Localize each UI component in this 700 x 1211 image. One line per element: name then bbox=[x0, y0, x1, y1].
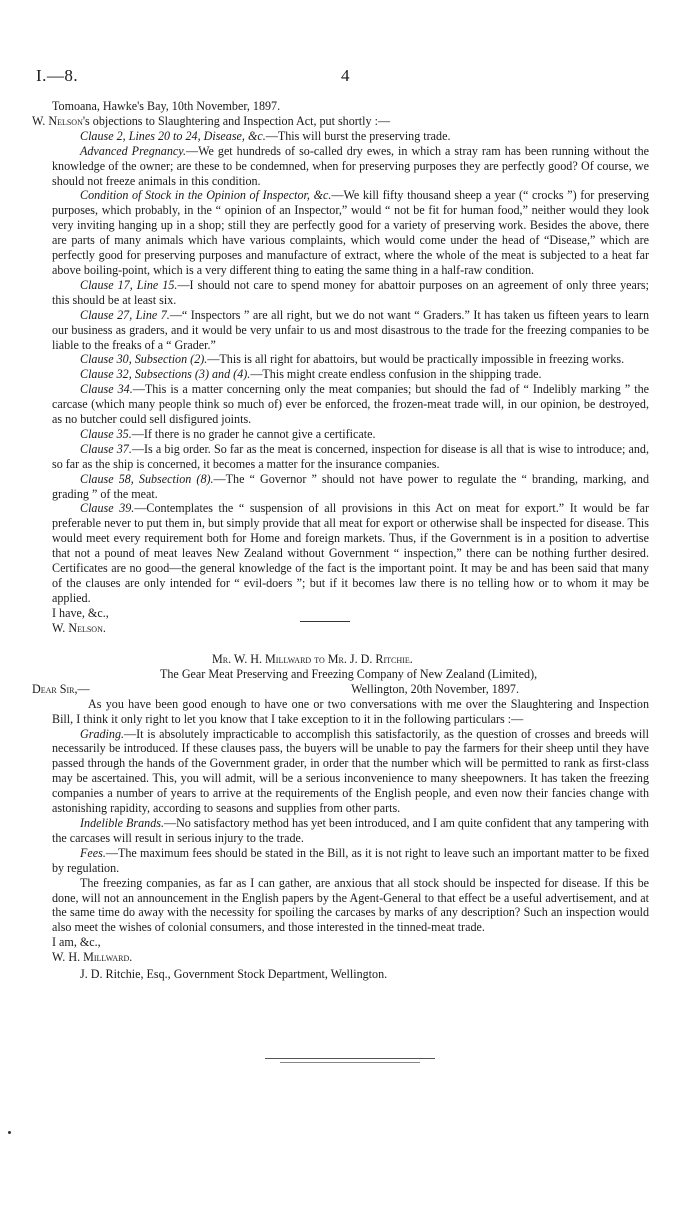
paragraph-text: —No satisfactory method has yet been introduced, and I am quite confident that any tampering with the carcases will result in serious injury to the trade. bbox=[52, 815, 649, 845]
paragraph-heading: Clause 37. bbox=[80, 441, 132, 456]
page-number: 4 bbox=[341, 66, 350, 85]
recipient-address: J. D. Ritchie, Esq., Government Stock Department, Wellington. bbox=[80, 967, 388, 982]
paragraph-heading: Fees. bbox=[80, 845, 106, 860]
end-rule bbox=[265, 1058, 435, 1059]
paragraph-text: —This might create endless confusion in the shipping trade. bbox=[250, 367, 542, 382]
paragraph-text: —The “ Governor ” should not have power to regulate the “ branding, marking, and grading ” of the meat. bbox=[52, 471, 649, 501]
paragraph bbox=[52, 367, 649, 382]
paragraph bbox=[52, 727, 649, 816]
millward-letter bbox=[32, 652, 649, 982]
paragraph-heading: Clause 17, Line 15. bbox=[80, 277, 178, 292]
millward-final: The freezing companies, as far as I can gather, are anxious that all stock should be inspected for disease. If this be done, will not an announcement in the English papers by the Agent-General to that effect be a useful advertisement, and at the same time do away with the necessity for spoiling the carcases by marks of any description? Such an inspection would also meet the wishes of colonial consumers, and those interested in the tinned-meat trade. bbox=[52, 875, 649, 935]
nelson-signature: W. Nelson. bbox=[52, 620, 106, 635]
paragraph bbox=[52, 472, 649, 502]
millward-closing: I am, &c., bbox=[52, 935, 101, 950]
paragraph-heading: Grading. bbox=[80, 726, 125, 741]
millward-opening: As you have been good enough to have one or two conversations with me over the Slaughtering and Inspection Bill, I think it only right to let you know that I take exception to it in the following particulars :— bbox=[52, 696, 649, 726]
paragraph bbox=[52, 442, 649, 472]
nelson-dateline: Tomoana, Hawke's Bay, 10th November, 1897. bbox=[52, 99, 281, 113]
paragraph-heading: Clause 39. bbox=[80, 501, 135, 516]
paragraph-text: —We kill fifty thousand sheep a year (“ crocks ”) for preserving purposes, which probably, in the “ opinion of an Inspector,” would “ not be fit for human food,” neither would they look very inviting hanging up in a shop; still they are perfectly good for a variety of preserving work. Besides the above, there are parts of many animals which have various complaints, which would come under the head of “Disease,” which are perfectly good for preserving purposes and manufacture of extract, where the whole of the meat is subjected to a heat far above boiling-point, which is a very different thing to eating the same thing in a half-raw condition. bbox=[52, 188, 649, 277]
paragraph-heading: Advanced Pregnancy. bbox=[80, 143, 186, 158]
paragraph bbox=[52, 816, 649, 846]
millward-signature: W. H. Millward. bbox=[52, 950, 133, 965]
millward-paragraphs bbox=[52, 727, 649, 876]
end-rule-inner bbox=[280, 1062, 420, 1063]
paragraph bbox=[52, 278, 649, 308]
millward-dateline: Wellington, 20th November, 1897. bbox=[351, 681, 519, 696]
paragraph-text: —The maximum fees should be stated in the Bill, as it is not right to leave such an important matter to be fixed by regulation. bbox=[52, 845, 649, 875]
page-speck bbox=[8, 1131, 11, 1134]
paragraph-text: —This will burst the preserving trade. bbox=[265, 128, 451, 143]
paragraph-text: —This is all right for abattoirs, but would be practically impossible in freezing works. bbox=[207, 352, 625, 367]
nelson-closing: I have, &c., bbox=[52, 605, 109, 620]
paragraph bbox=[52, 144, 649, 189]
paragraph-text: —Contemplates the “ suspension of all provisions in this Act on meat for export.” It would be far preferable never to put them in, but simply provide that all meat for export or otherwise shall be inspected for disease. This would meet every requirement both for Home and foreign markets. Thus, if the Government is in a position to advertise that not a pound of meat leaves New Zealand without Government “ inspection,” there can be nothing further desired. Certificates are no good—the general knowledge of the fact is the important point. It may be and has been said that many of the clauses are only intended for “ evil-doers ”; but if it becomes law there is no telling how or to whom it may be applied. bbox=[52, 501, 649, 605]
paragraph-heading: Clause 30, Subsection (2). bbox=[80, 352, 208, 367]
nelson-paragraphs bbox=[52, 129, 649, 606]
salutation: Dear Sir,— bbox=[32, 681, 90, 696]
document-code: I.—8. bbox=[36, 66, 79, 85]
paragraph-text: —It is absolutely impracticable to accomplish this satisfactorily, as the question of crosses and breeds will necessarily be introduced. If these clauses pass, the buyers will be unable to pay the farmers for their sheep until they have passed through the hands of the Government grader, in order that the number which will be permitted to rank as first-class may be ascertained. This, you will admit, will be a serious inconvenience to many sheepowners. It has taken the freezing companies a number of years to arrive at the requirements of the English people, and even now their fancies change with astonishing rapidity, according to seasons and supplies from other parts. bbox=[52, 726, 649, 816]
salutation-row bbox=[32, 682, 649, 697]
paragraph bbox=[52, 308, 649, 353]
millward-heading: Mr. W. H. Millward to Mr. J. D. Ritchie. bbox=[212, 652, 413, 666]
paragraph-heading: Clause 2, Lines 20 to 24, Disease, &c. bbox=[80, 128, 266, 143]
paragraph-text: —Is a big order. So far as the meat is concerned, inspection for disease is all that is wise to introduce; and, so far as the ship is concerned, it becomes a matter for the insurance companies. bbox=[52, 441, 649, 471]
paragraph bbox=[52, 501, 649, 605]
paragraph-heading: Indelible Brands. bbox=[80, 815, 164, 830]
millward-company: The Gear Meat Preserving and Freezing Company of New Zealand (Limited), bbox=[160, 666, 538, 681]
paragraph-text: —This is a matter concerning only the meat companies; but should the fad of “ Indelibly marking ” the carcase (which many people think so much of) ever be enforced, the frozen-meat trade will, in our opinion, be destroyed, as no butcher could sell disfigured joints. bbox=[52, 382, 649, 427]
paragraph bbox=[52, 427, 649, 442]
paragraph bbox=[52, 382, 649, 427]
paragraph bbox=[52, 188, 649, 277]
nelson-intro: W. Nelson's objections to Slaughtering and Inspection Act, put shortly :— bbox=[32, 113, 391, 128]
paragraph-heading: Clause 32, Subsections (3) and (4). bbox=[80, 367, 251, 382]
nelson-letter bbox=[32, 99, 649, 636]
paragraph-heading: Clause 58, Subsection (8). bbox=[80, 471, 214, 486]
paragraph-text: —“ Inspectors ” are all right, but we do not want “ Graders.” It has taken us fifteen years to learn our business as graders, and it would be very unfair to us and most disastrous to the trade for the freezing companies to be liable to the freaks of a “ Grader.” bbox=[52, 307, 649, 352]
paragraph-heading: Clause 35. bbox=[80, 426, 132, 441]
paragraph-text: —I should not care to spend money for abattoir purposes on an agreement of only three years; this should be at least six. bbox=[52, 277, 649, 307]
paragraph bbox=[52, 846, 649, 876]
paragraph-text: —We get hundreds of so-called dry ewes, in which a stray ram has been running without the knowledge of the owner; are these to be condemned, when for preserving purposes they are perfectly good? Of course, we should not freeze animals in this condition. bbox=[52, 143, 649, 188]
separator-rule bbox=[300, 621, 350, 622]
paragraph bbox=[52, 129, 649, 144]
paragraph-heading: Clause 27, Line 7. bbox=[80, 307, 170, 322]
paragraph-text: —If there is no grader he cannot give a certificate. bbox=[131, 426, 376, 441]
paragraph-heading: Condition of Stock in the Opinion of Inspector, &c. bbox=[80, 188, 332, 203]
paragraph bbox=[52, 352, 649, 367]
paragraph-heading: Clause 34. bbox=[80, 382, 133, 397]
